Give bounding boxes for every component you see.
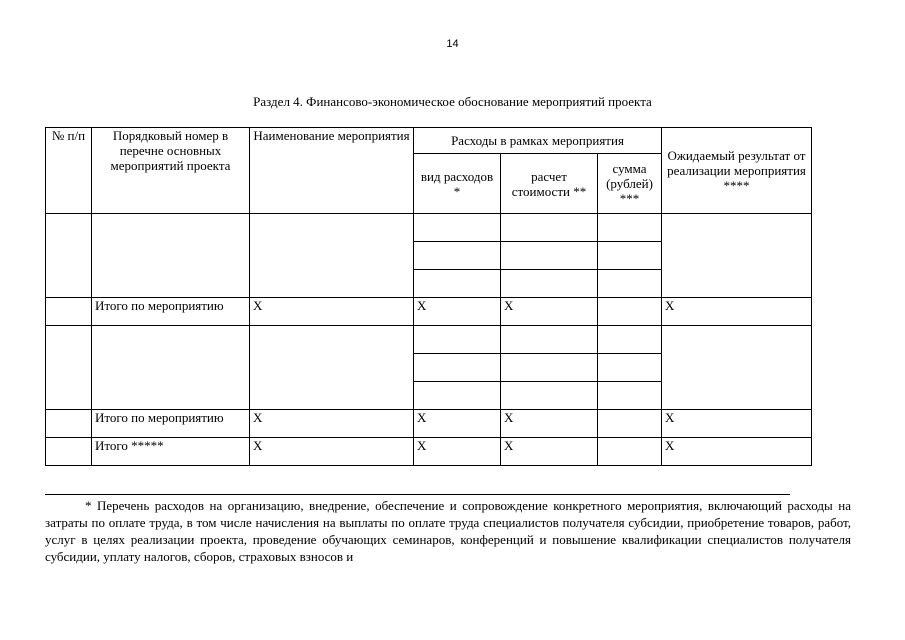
cell-num bbox=[46, 410, 92, 438]
cell-result bbox=[662, 214, 812, 298]
total-label: Итого по мероприятию bbox=[92, 410, 250, 438]
grand-total-row bbox=[46, 438, 812, 466]
total-calc: X bbox=[501, 298, 598, 326]
cell-sum bbox=[598, 242, 662, 270]
total-result: X bbox=[662, 410, 812, 438]
table-row bbox=[46, 326, 812, 354]
header-name: Наименование мероприятия bbox=[250, 128, 414, 214]
header-expenses: Расходы в рамках мероприятия bbox=[414, 128, 662, 154]
grand-total-name: X bbox=[250, 438, 414, 466]
grand-total-type: X bbox=[414, 438, 501, 466]
total-name: X bbox=[250, 298, 414, 326]
cell-type bbox=[414, 382, 501, 410]
cell-sum bbox=[598, 270, 662, 298]
total-type: X bbox=[414, 298, 501, 326]
cell-name bbox=[250, 214, 414, 298]
header-num: № п/п bbox=[46, 128, 92, 214]
header-sum: сумма (рублей) *** bbox=[598, 154, 662, 214]
section-title: Раздел 4. Финансово-экономическое обоснование мероприятий проекта bbox=[253, 94, 652, 109]
cell-calc bbox=[501, 214, 598, 242]
cell-calc bbox=[501, 270, 598, 298]
header-result: Ожидаемый результат от реализации мероприятия **** bbox=[662, 128, 812, 214]
footnote-divider bbox=[45, 494, 790, 495]
total-row bbox=[46, 298, 812, 326]
cell-num bbox=[46, 326, 92, 410]
total-type: X bbox=[414, 410, 501, 438]
cell-result bbox=[662, 326, 812, 410]
cell-order bbox=[92, 214, 250, 298]
grand-total-label: Итого ***** bbox=[92, 438, 250, 466]
cell-type bbox=[414, 326, 501, 354]
cell-type bbox=[414, 354, 501, 382]
page-number: 14 bbox=[446, 38, 459, 50]
grand-total-result: X bbox=[662, 438, 812, 466]
budget-table bbox=[45, 127, 812, 466]
cell-calc bbox=[501, 326, 598, 354]
grand-total-calc: X bbox=[501, 438, 598, 466]
total-row bbox=[46, 410, 812, 438]
cell-name bbox=[250, 326, 414, 410]
header-order: Порядковый номер в перечне основных мероприятий проекта bbox=[92, 128, 250, 214]
cell-num bbox=[46, 298, 92, 326]
cell-calc bbox=[501, 354, 598, 382]
cell-sum bbox=[598, 326, 662, 354]
total-calc: X bbox=[501, 410, 598, 438]
cell-sum bbox=[598, 382, 662, 410]
cell-num bbox=[46, 438, 92, 466]
total-sum bbox=[598, 298, 662, 326]
header-calc: расчет стоимости ** bbox=[501, 154, 598, 214]
cell-calc bbox=[501, 382, 598, 410]
cell-sum bbox=[598, 354, 662, 382]
cell-type bbox=[414, 242, 501, 270]
table-row bbox=[46, 214, 812, 242]
footnote: * Перечень расходов на организацию, внедрение, обеспечение и сопровождение конкретного мероприятия, включающий расходы на затраты по оплате труда, в том числе начисления на выплаты по оплате труда специалистов получателя субсидии, приобретение товаров, работ, услуг в целях реализации проекта, проведение обучающих семинаров, конференций и повышение квалификации специалистов получателя субсидии, уплату налогов, сборов, страховых взносов и bbox=[45, 498, 851, 564]
cell-type bbox=[414, 270, 501, 298]
header-row-top bbox=[46, 128, 812, 154]
total-label: Итого по мероприятию bbox=[92, 298, 250, 326]
total-name: X bbox=[250, 410, 414, 438]
total-sum bbox=[598, 410, 662, 438]
grand-total-sum bbox=[598, 438, 662, 466]
cell-sum bbox=[598, 214, 662, 242]
cell-type bbox=[414, 214, 501, 242]
cell-num bbox=[46, 214, 92, 298]
cell-calc bbox=[501, 242, 598, 270]
header-type: вид расходов * bbox=[414, 154, 501, 214]
cell-order bbox=[92, 326, 250, 410]
total-result: X bbox=[662, 298, 812, 326]
